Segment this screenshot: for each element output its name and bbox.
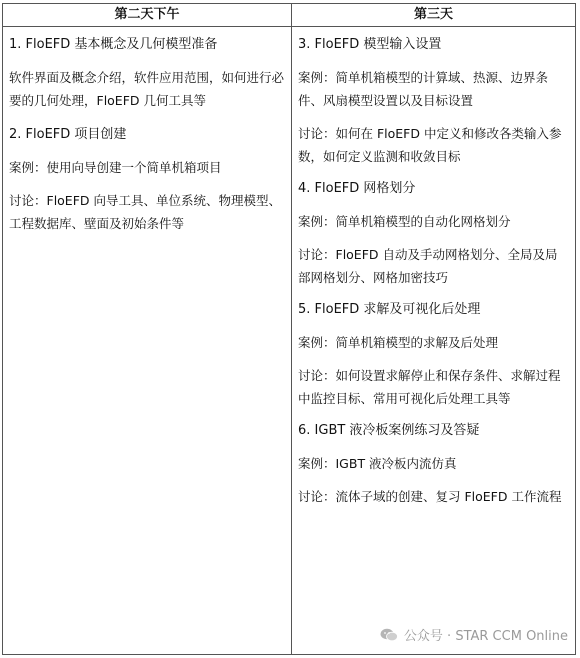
column-day3 [292,4,575,654]
topic-title: 3. FloEFD 模型输入设置 [298,37,442,52]
discussion-text: 讨论：如何在 FloEFD 中定义和修改各类输入参数，如何定义监测和收敛目标 [298,126,562,164]
discussion-text: 讨论：如何设置求解停止和保存条件、求解过程中监控目标、常用可视化后处理工具等 [298,368,561,406]
column-header: 第二天下午 [3,4,291,27]
case-text: 案例：使用向导创建一个简单机箱项目 [9,160,222,175]
case-text: 案例：简单机箱模型的求解及后处理 [298,335,499,350]
column-day2-afternoon [3,4,292,654]
topic-title: 4. FloEFD 网格划分 [298,181,416,196]
case-text: 案例：简单机箱模型的自动化网格划分 [298,214,511,229]
topic-title: 2. FloEFD 项目创建 [9,127,127,142]
case-text: 案例：简单机箱模型的计算域、热源、边界条件、风扇模型设置以及目标设置 [298,70,549,108]
topic-title: 5. FloEFD 求解及可视化后处理 [298,302,481,317]
wechat-icon [380,628,398,642]
case-text: 案例：IGBT 液冷板内流仿真 [298,456,457,471]
column-header: 第三天 [292,4,575,27]
schedule-table [2,3,576,655]
watermark [380,625,568,644]
topic-title: 1. FloEFD 基本概念及几何模型准备 [9,37,218,52]
watermark-text: 公众号 · STAR CCM Online [403,629,568,644]
discussion-text: 讨论：FloEFD 自动及手动网格划分、全局及局部网格划分、网格加密技巧 [298,247,558,285]
discussion-text: 讨论：FloEFD 向导工具、单位系统、物理模型、工程数据库、壁面及初始条件等 [9,193,281,231]
topic-description: 软件界面及概念介绍，软件应用范围，如何进行必要的几何处理，FloEFD 几何工具等 [9,70,285,108]
topic-title: 6. IGBT 液冷板案例练习及答疑 [298,423,480,438]
discussion-text: 讨论：流体子域的创建、复习 FloEFD 工作流程 [298,489,562,504]
